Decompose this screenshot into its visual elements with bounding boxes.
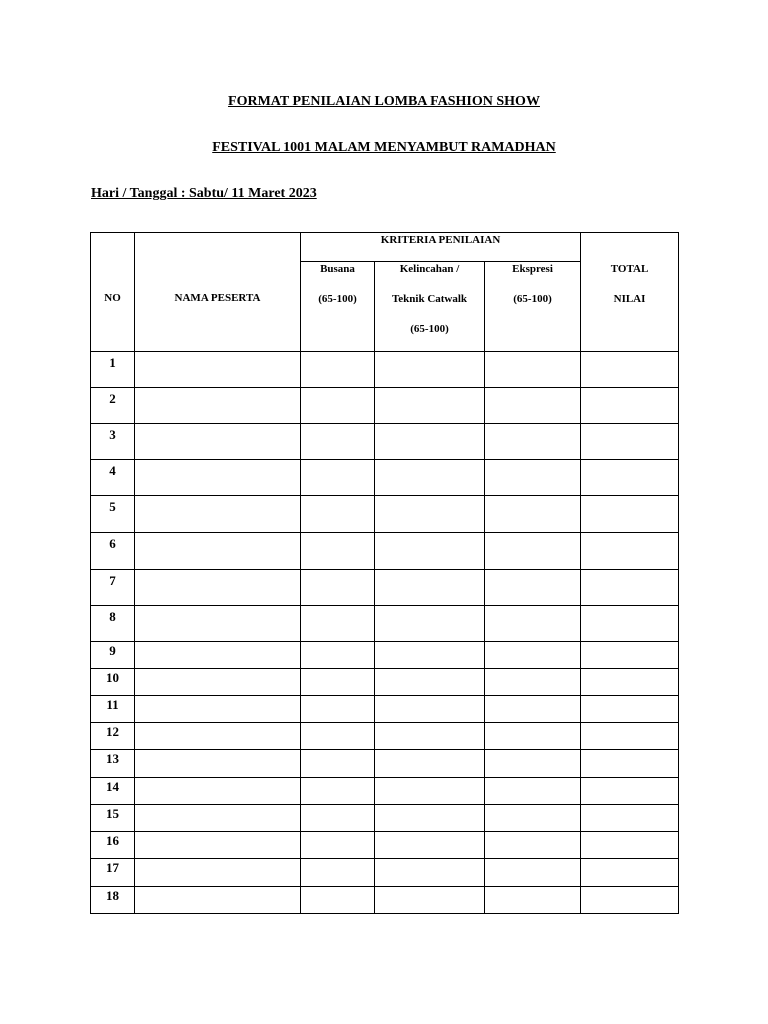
row-number: 16: [91, 832, 135, 859]
kelincahan-cell[interactable]: [375, 642, 485, 669]
ekspresi-cell[interactable]: [485, 496, 581, 533]
row-number: 1: [91, 352, 135, 388]
ekspresi-cell[interactable]: [485, 723, 581, 750]
row-number: 3: [91, 424, 135, 460]
ekspresi-label: Ekspresi: [512, 263, 553, 275]
table-row: [91, 424, 679, 460]
header-total: TOTAL: [610, 263, 649, 275]
kelincahan-cell[interactable]: [375, 352, 485, 388]
busana-range: (65-100): [318, 293, 357, 305]
total-cell[interactable]: [581, 832, 679, 859]
total-cell[interactable]: [581, 723, 679, 750]
name-cell[interactable]: [135, 887, 301, 914]
row-number: 6: [91, 533, 135, 570]
kelincahan-cell[interactable]: [375, 496, 485, 533]
kelincahan-cell[interactable]: [375, 832, 485, 859]
busana-cell[interactable]: [301, 723, 375, 750]
date-line: Hari / Tanggal : Sabtu/ 11 Maret 2023: [91, 186, 317, 201]
name-cell[interactable]: [135, 723, 301, 750]
name-cell[interactable]: [135, 750, 301, 778]
ekspresi-cell[interactable]: [485, 570, 581, 606]
row-number: 17: [91, 859, 135, 887]
table-row: [91, 570, 679, 606]
header-no: NO: [91, 233, 135, 352]
busana-cell[interactable]: [301, 778, 375, 805]
kelincahan-cell[interactable]: [375, 778, 485, 805]
kelincahan-cell[interactable]: [375, 460, 485, 496]
name-cell[interactable]: [135, 696, 301, 723]
ekspresi-cell[interactable]: [485, 832, 581, 859]
busana-cell[interactable]: [301, 570, 375, 606]
row-number: 13: [91, 750, 135, 778]
table-row: [91, 750, 679, 778]
header-total-nilai: [581, 233, 679, 352]
ekspresi-cell[interactable]: [485, 859, 581, 887]
ekspresi-cell[interactable]: [485, 388, 581, 424]
name-cell[interactable]: [135, 669, 301, 696]
row-number: 18: [91, 887, 135, 914]
busana-cell[interactable]: [301, 642, 375, 669]
kelincahan-cell[interactable]: [375, 533, 485, 570]
name-cell[interactable]: [135, 606, 301, 642]
kelincahan-cell[interactable]: [375, 606, 485, 642]
table-row: [91, 723, 679, 750]
teknik-catwalk-label: Teknik Catwalk: [391, 293, 468, 305]
row-number: 15: [91, 805, 135, 832]
form-title: FORMAT PENILAIAN LOMBA FASHION SHOW: [228, 94, 540, 109]
name-cell[interactable]: [135, 496, 301, 533]
busana-cell[interactable]: [301, 750, 375, 778]
row-number: 11: [91, 696, 135, 723]
ekspresi-cell[interactable]: [485, 669, 581, 696]
kelincahan-cell[interactable]: [375, 750, 485, 778]
busana-label: Busana: [320, 263, 355, 275]
ekspresi-cell[interactable]: [485, 352, 581, 388]
busana-cell[interactable]: [301, 669, 375, 696]
table-row: [91, 533, 679, 570]
ekspresi-cell[interactable]: [485, 750, 581, 778]
busana-cell[interactable]: [301, 606, 375, 642]
busana-cell[interactable]: [301, 887, 375, 914]
table-row: [91, 460, 679, 496]
header-kriteria-penilaian: KRITERIA PENILAIAN: [301, 233, 581, 262]
ekspresi-cell[interactable]: [485, 887, 581, 914]
total-cell[interactable]: [581, 496, 679, 533]
score-table: [90, 232, 679, 914]
total-cell[interactable]: [581, 778, 679, 805]
header-nilai: NILAI: [613, 293, 646, 305]
row-number: 2: [91, 388, 135, 424]
header-kelincahan: [375, 262, 485, 352]
name-cell[interactable]: [135, 570, 301, 606]
total-cell[interactable]: [581, 859, 679, 887]
name-cell[interactable]: [135, 805, 301, 832]
header-busana: [301, 262, 375, 352]
kelincahan-cell[interactable]: [375, 570, 485, 606]
ekspresi-cell[interactable]: [485, 778, 581, 805]
busana-cell[interactable]: [301, 496, 375, 533]
kelincahan-cell[interactable]: [375, 424, 485, 460]
table-row: [91, 388, 679, 424]
total-cell[interactable]: [581, 352, 679, 388]
ekspresi-cell[interactable]: [485, 696, 581, 723]
name-cell[interactable]: [135, 424, 301, 460]
total-cell[interactable]: [581, 750, 679, 778]
table-row: [91, 805, 679, 832]
total-cell[interactable]: [581, 606, 679, 642]
busana-cell[interactable]: [301, 460, 375, 496]
table-row: [91, 887, 679, 914]
busana-cell[interactable]: [301, 805, 375, 832]
kelincahan-cell[interactable]: [375, 887, 485, 914]
row-number: 9: [91, 642, 135, 669]
table-row: [91, 832, 679, 859]
name-cell[interactable]: [135, 778, 301, 805]
total-cell[interactable]: [581, 460, 679, 496]
row-number: 12: [91, 723, 135, 750]
table-row: [91, 669, 679, 696]
busana-cell[interactable]: [301, 424, 375, 460]
table-row: [91, 696, 679, 723]
name-cell[interactable]: [135, 533, 301, 570]
busana-cell[interactable]: [301, 352, 375, 388]
row-number: 4: [91, 460, 135, 496]
name-cell[interactable]: [135, 352, 301, 388]
name-cell[interactable]: [135, 460, 301, 496]
ekspresi-cell[interactable]: [485, 606, 581, 642]
kelincahan-range: (65-100): [410, 323, 449, 335]
busana-cell[interactable]: [301, 388, 375, 424]
kelincahan-label: Kelincahan /: [399, 263, 460, 275]
row-number: 8: [91, 606, 135, 642]
total-cell[interactable]: [581, 642, 679, 669]
total-cell[interactable]: [581, 533, 679, 570]
kelincahan-cell[interactable]: [375, 388, 485, 424]
ekspresi-range: (65-100): [513, 293, 552, 305]
name-cell[interactable]: [135, 388, 301, 424]
event-subtitle: FESTIVAL 1001 MALAM MENYAMBUT RAMADHAN: [212, 140, 556, 155]
name-cell[interactable]: [135, 642, 301, 669]
busana-cell[interactable]: [301, 696, 375, 723]
table-row: [91, 859, 679, 887]
header-ekspresi: [485, 262, 581, 352]
total-cell[interactable]: [581, 388, 679, 424]
table-row: [91, 606, 679, 642]
total-cell[interactable]: [581, 887, 679, 914]
header-nama-peserta: NAMA PESERTA: [135, 233, 301, 352]
row-number: 14: [91, 778, 135, 805]
table-row: [91, 642, 679, 669]
total-cell[interactable]: [581, 570, 679, 606]
ekspresi-cell[interactable]: [485, 424, 581, 460]
row-number: 7: [91, 570, 135, 606]
table-row: [91, 352, 679, 388]
ekspresi-cell[interactable]: [485, 460, 581, 496]
row-number: 5: [91, 496, 135, 533]
total-cell[interactable]: [581, 424, 679, 460]
ekspresi-cell[interactable]: [485, 805, 581, 832]
total-cell[interactable]: [581, 805, 679, 832]
busana-cell[interactable]: [301, 533, 375, 570]
ekspresi-cell[interactable]: [485, 533, 581, 570]
kelincahan-cell[interactable]: [375, 805, 485, 832]
table-row: [91, 496, 679, 533]
row-number: 10: [91, 669, 135, 696]
ekspresi-cell[interactable]: [485, 642, 581, 669]
table-row: [91, 778, 679, 805]
name-cell[interactable]: [135, 832, 301, 859]
kelincahan-cell[interactable]: [375, 723, 485, 750]
name-cell[interactable]: [135, 859, 301, 887]
kelincahan-cell[interactable]: [375, 696, 485, 723]
kelincahan-cell[interactable]: [375, 669, 485, 696]
total-cell[interactable]: [581, 696, 679, 723]
kelincahan-cell[interactable]: [375, 859, 485, 887]
total-cell[interactable]: [581, 669, 679, 696]
busana-cell[interactable]: [301, 832, 375, 859]
busana-cell[interactable]: [301, 859, 375, 887]
